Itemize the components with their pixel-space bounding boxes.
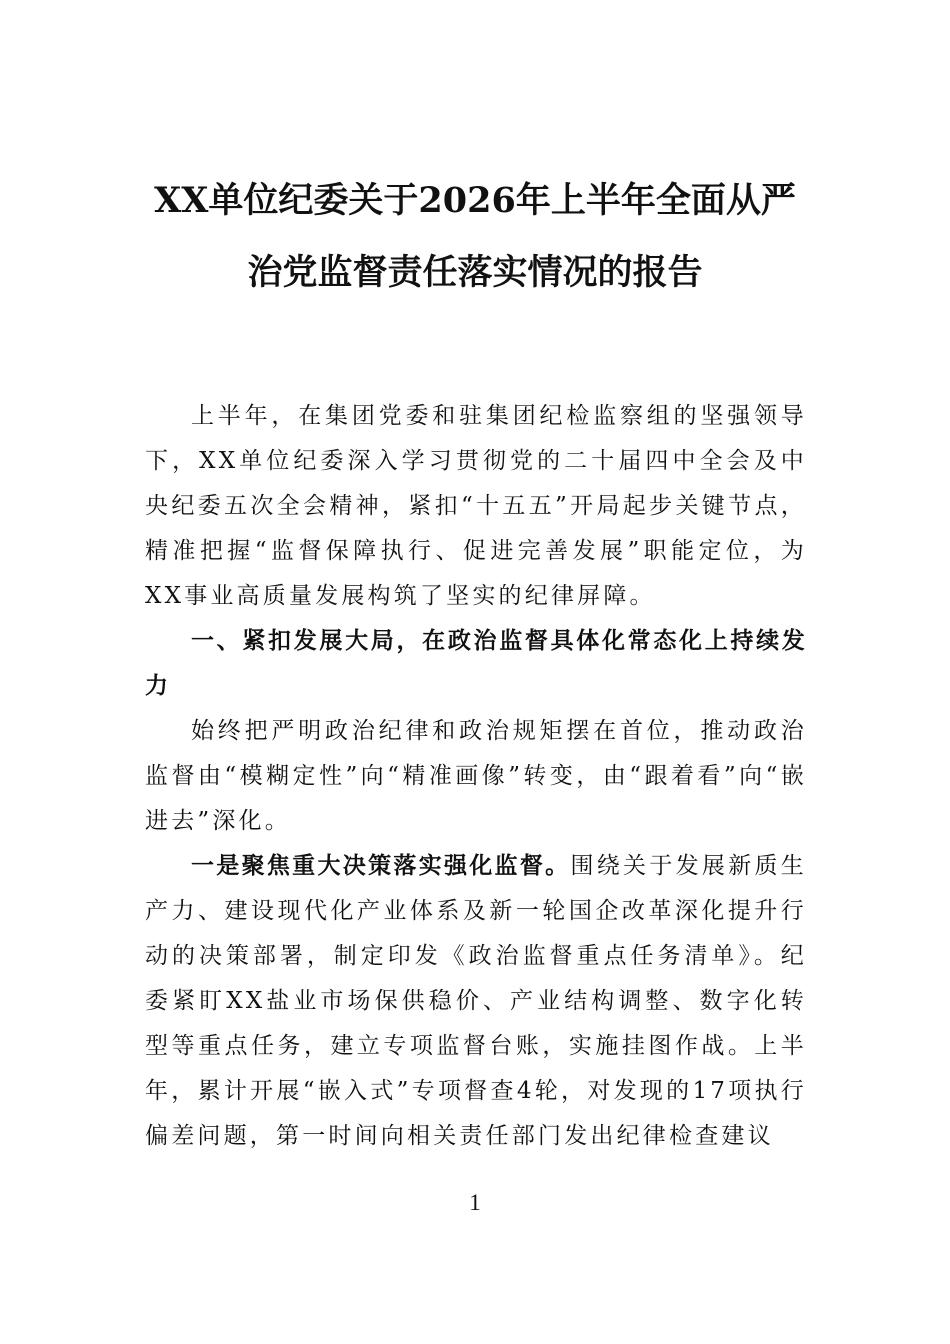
document-body: [145, 394, 807, 1159]
point-1-text: 围绕关于发展新质生产力、建设现代化产业体系及新一轮国企改革深化提升行动的决策部署，制定印发《政治监督重点任务清单》。纪委紧盯XX盐业市场保供稳价、产业结构调整、数字化转型等重点任务，建立专项监督台账，实施挂图作战。上半年，累计开展“嵌入式”专项督查4轮，对发现的17项执行偏差问题，第一时间向相关责任部门发出纪律检查建议: [145, 853, 807, 1149]
point-1-paragraph: [145, 844, 807, 1159]
intro-paragraph: [145, 394, 807, 619]
title-line-2: 治党监督责任落实情况的报告: [247, 252, 703, 293]
point-1-lead: 一是聚焦重大决策落实强化监督。: [191, 853, 571, 879]
section-1-intro-text: 始终把严明政治纪律和政治规矩摆在首位，推动政治监督由“模糊定性”向“精准画像”转变，由“跟着看”向“嵌进去”深化。: [145, 718, 807, 834]
intro-paragraph-text: 上半年，在集团党委和驻集团纪检监察组的坚强领导下，XX单位纪委深入学习贯彻党的二十届四中全会及中央纪委五次全会精神，紧扣“十五五”开局起步关键节点，精准把握“监督保障执行、促进完善发展”职能定位，为XX事业高质量发展构筑了坚实的纪律屏障。: [145, 403, 807, 609]
title-line-1: XX单位纪委关于2026年上半年全面从严: [154, 180, 796, 221]
section-heading-1: [145, 619, 807, 709]
document-title: [120, 165, 830, 309]
section-1-intro-paragraph: [145, 709, 807, 844]
page-number: 1: [469, 1190, 481, 1215]
section-heading-1-text: 一、紧扣发展大局，在政治监督具体化常态化上持续发力: [145, 628, 807, 699]
